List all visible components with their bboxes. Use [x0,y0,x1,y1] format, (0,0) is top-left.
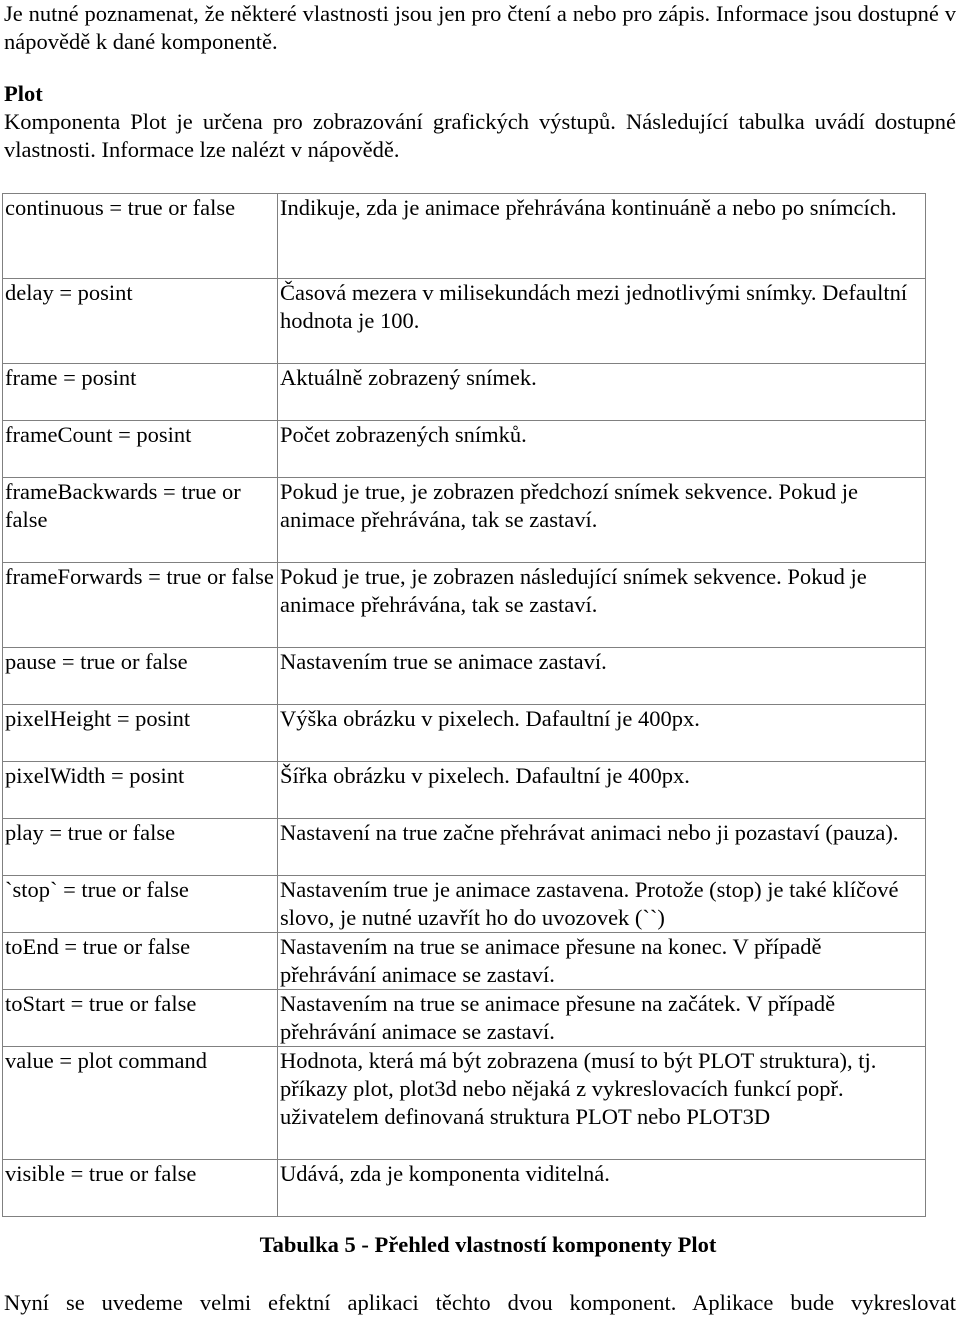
property-cell: pause = true or false [3,648,278,705]
property-cell: frameForwards = true or false [3,563,278,648]
property-cell: continuous = true or false [3,194,278,279]
description-cell: Nastavením true je animace zastavena. Protože (stop) je také klíčové slovo, je nutné uzavřít ho do uvozovek (``) [278,876,926,933]
table-row [3,933,926,990]
description-cell: Výška obrázku v pixelech. Dafaultní je 400px. [278,705,926,762]
property-cell: pixelHeight = posint [3,705,278,762]
table-row [3,1160,926,1217]
property-cell: frameBackwards = true or false [3,478,278,563]
table-row [3,563,926,648]
property-cell: toEnd = true or false [3,933,278,990]
description-cell: Nastavením true se animace zastaví. [278,648,926,705]
properties-table [2,193,926,1217]
property-cell: frame = posint [3,364,278,421]
description-cell: Aktuálně zobrazený snímek. [278,364,926,421]
table-row [3,279,926,364]
property-cell: frameCount = posint [3,421,278,478]
table-row [3,762,926,819]
table-row [3,819,926,876]
table-caption: Tabulka 5 - Přehled vlastností komponenty Plot [259,1232,717,1257]
table-row [3,194,926,279]
table-row [3,990,926,1047]
table-row [3,876,926,933]
table-row [3,705,926,762]
table-row [3,478,926,563]
description-cell: Hodnota, která má být zobrazena (musí to být PLOT struktura), tj. příkazy plot, plot3d nebo nějaká z vykreslovacích funkcí popř. uživatelem definovaná struktura PLOT nebo PLOT3D [278,1047,926,1160]
property-cell: delay = posint [3,279,278,364]
description-cell: Nastavením na true se animace přesune na začátek. V případě přehrávání animace se zastaví. [278,990,926,1047]
table-row [3,1047,926,1160]
property-cell: value = plot command [3,1047,278,1160]
table-row [3,421,926,478]
description-cell: Nastavení na true začne přehrávat animaci nebo ji pozastaví (pauza). [278,819,926,876]
closing-paragraph: Nyní se uvedeme velmi efektní aplikaci těchto dvou komponent. Aplikace bude vykreslovat [4,1290,956,1315]
description-cell: Počet zobrazených snímků. [278,421,926,478]
section-heading: Plot [4,81,43,106]
description-cell: Časová mezera v milisekundách mezi jednotlivými snímky. Defaultní hodnota je 100. [278,279,926,364]
table-row [3,648,926,705]
description-cell: Nastavením na true se animace přesune na konec. V případě přehrávání animace se zastaví. [278,933,926,990]
section-description: Komponenta Plot je určena pro zobrazování grafických výstupů. Následující tabulka uvádí dostupné vlastnosti. Informace lze nalézt v nápovědě. [4,109,956,162]
property-cell: visible = true or false [3,1160,278,1217]
description-cell: Udává, zda je komponenta viditelná. [278,1160,926,1217]
description-cell: Indikuje, zda je animace přehrávána kontinuáně a nebo po snímcích. [278,194,926,279]
description-cell: Pokud je true, je zobrazen předchozí snímek sekvence. Pokud je animace přehrávána, tak se zastaví. [278,478,926,563]
property-cell: pixelWidth = posint [3,762,278,819]
table-row [3,364,926,421]
description-cell: Šířka obrázku v pixelech. Dafaultní je 400px. [278,762,926,819]
description-cell: Pokud je true, je zobrazen následující snímek sekvence. Pokud je animace přehrávána, tak se zastaví. [278,563,926,648]
property-cell: `stop` = true or false [3,876,278,933]
property-cell: play = true or false [3,819,278,876]
intro-paragraph: Je nutné poznamenat, že některé vlastnosti jsou jen pro čtení a nebo pro zápis. Informace jsou dostupné v nápovědě k dané komponentě. [4,1,956,54]
property-cell: toStart = true or false [3,990,278,1047]
